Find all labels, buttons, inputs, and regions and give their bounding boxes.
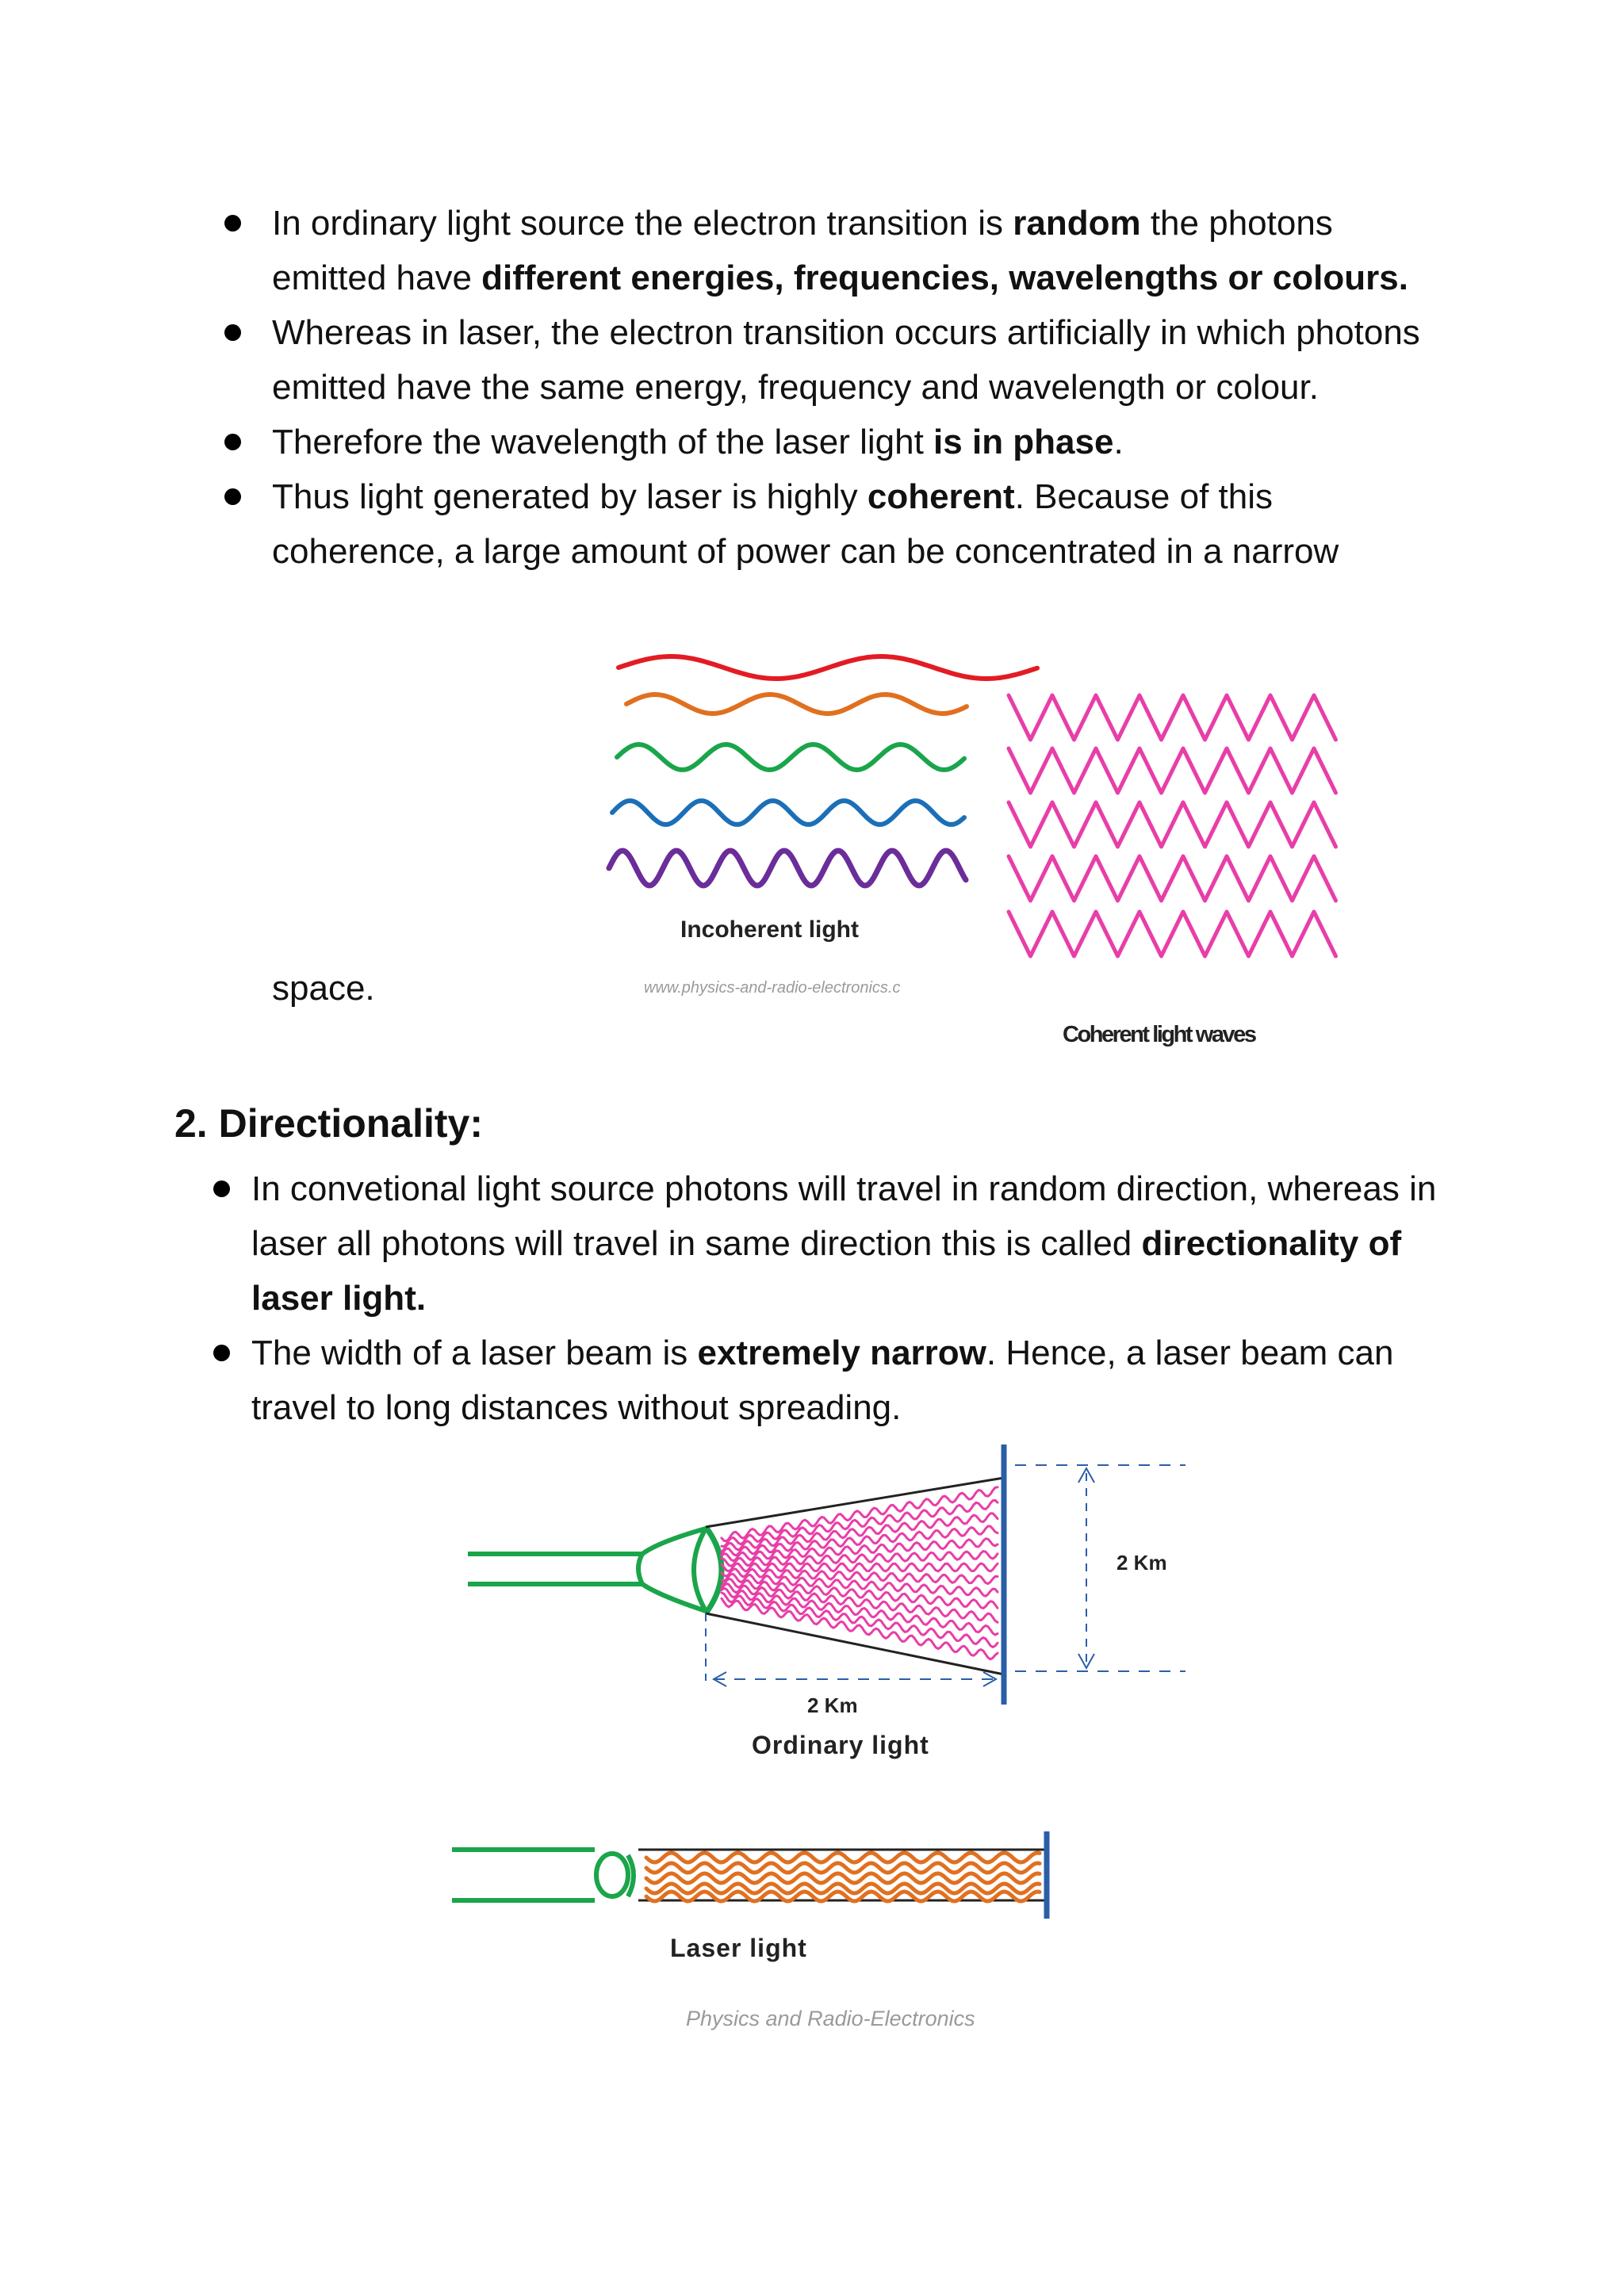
coherent-wave-2 <box>1009 748 1336 793</box>
bullet-dot <box>224 434 241 450</box>
text-run: Thus light generated by laser is highly <box>272 477 868 516</box>
text-run: the photons emitted have <box>272 204 1333 297</box>
laser-wave-2 <box>646 1863 1040 1873</box>
bold-text: coherent <box>867 477 1015 516</box>
bullet-list-directionality <box>251 1161 1441 1435</box>
list-item <box>272 469 1422 579</box>
text-run: Therefore the wavelength of the laser light <box>272 423 934 461</box>
coherent-waves <box>1009 695 1336 956</box>
laser-light-label: Laser light <box>670 1934 807 1962</box>
laser-wave-1 <box>646 1853 1040 1862</box>
bold-text: different energies, frequencies, wavelengths or colours. <box>481 258 1408 297</box>
horizontal-distance-label: 2 Km <box>807 1693 858 1717</box>
text-run: Whereas in laser, the electron transition occurs artificially in which photons emitted have the same energy, frequency and wavelength or colour. <box>272 313 1420 407</box>
scattered-wave-9 <box>722 1574 998 1596</box>
blue-wave <box>612 801 964 825</box>
vertical-distance-label: 2 Km <box>1116 1551 1167 1575</box>
bullet-dot <box>224 215 241 232</box>
ordinary-lens-cone <box>638 1529 706 1611</box>
text-run: In ordinary light source the electron transition is <box>272 204 1013 243</box>
laser-waves <box>646 1853 1040 1901</box>
red-wave <box>619 656 1037 679</box>
purple-wave <box>609 851 966 886</box>
scattered-wave-13 <box>722 1593 998 1647</box>
bold-text: extremely narrow <box>697 1334 986 1372</box>
list-item <box>251 1326 1441 1435</box>
text-run: . Hence, a laser beam can travel to long distances without spreading. <box>251 1334 1394 1427</box>
bold-text: directionality of laser light. <box>251 1224 1402 1318</box>
laser-wave-3 <box>646 1873 1040 1883</box>
bullet-dot <box>213 1345 230 1361</box>
section-heading: 2. Directionality: <box>174 1101 483 1146</box>
paragraph-continuation: space. <box>272 969 375 1008</box>
coherent-label: Coherent light waves <box>1063 1022 1257 1047</box>
laser-lens <box>596 1854 628 1896</box>
list-item <box>272 415 1422 469</box>
list-item <box>251 1161 1441 1326</box>
scattered-wave-1 <box>722 1487 998 1541</box>
credit-text: Physics and Radio-Electronics <box>686 2007 975 2030</box>
incoherent-label: Incoherent light <box>680 916 859 943</box>
ordinary-light-label: Ordinary light <box>752 1731 929 1759</box>
directionality-figure <box>444 1427 1237 2061</box>
coherent-wave-1 <box>1009 695 1336 740</box>
ordinary-waves <box>722 1487 998 1659</box>
list-item <box>272 196 1422 305</box>
text-run: . <box>1113 423 1124 461</box>
coherent-wave-5 <box>1009 912 1336 956</box>
bullet-dot <box>213 1181 230 1197</box>
ordinary-lens-arc <box>706 1527 722 1613</box>
bullet-list-coherence <box>272 196 1422 579</box>
coherent-wave-3 <box>1009 802 1336 847</box>
coherent-wave-4 <box>1009 856 1336 901</box>
bold-text: random <box>1013 204 1141 243</box>
bullet-dot <box>224 488 241 505</box>
orange-wave <box>626 695 967 714</box>
bullet-dot <box>224 324 241 341</box>
bold-text: is in phase <box>933 423 1114 461</box>
list-item <box>272 305 1422 415</box>
incoherent-waves <box>609 656 1037 886</box>
text-run: The width of a laser beam is <box>251 1334 698 1372</box>
coherence-figure <box>595 634 1388 1062</box>
text-run: . Because of this coherence, a large amount of power can be concentrated in a narrow <box>272 477 1339 571</box>
watermark-text: www.physics-and-radio-electronics.c <box>644 979 901 997</box>
text-run: In convetional light source photons will travel in random direction, whereas in laser all photons will travel in same direction this is called <box>251 1169 1437 1263</box>
green-wave <box>617 744 964 770</box>
scattered-wave-14 <box>722 1598 998 1659</box>
